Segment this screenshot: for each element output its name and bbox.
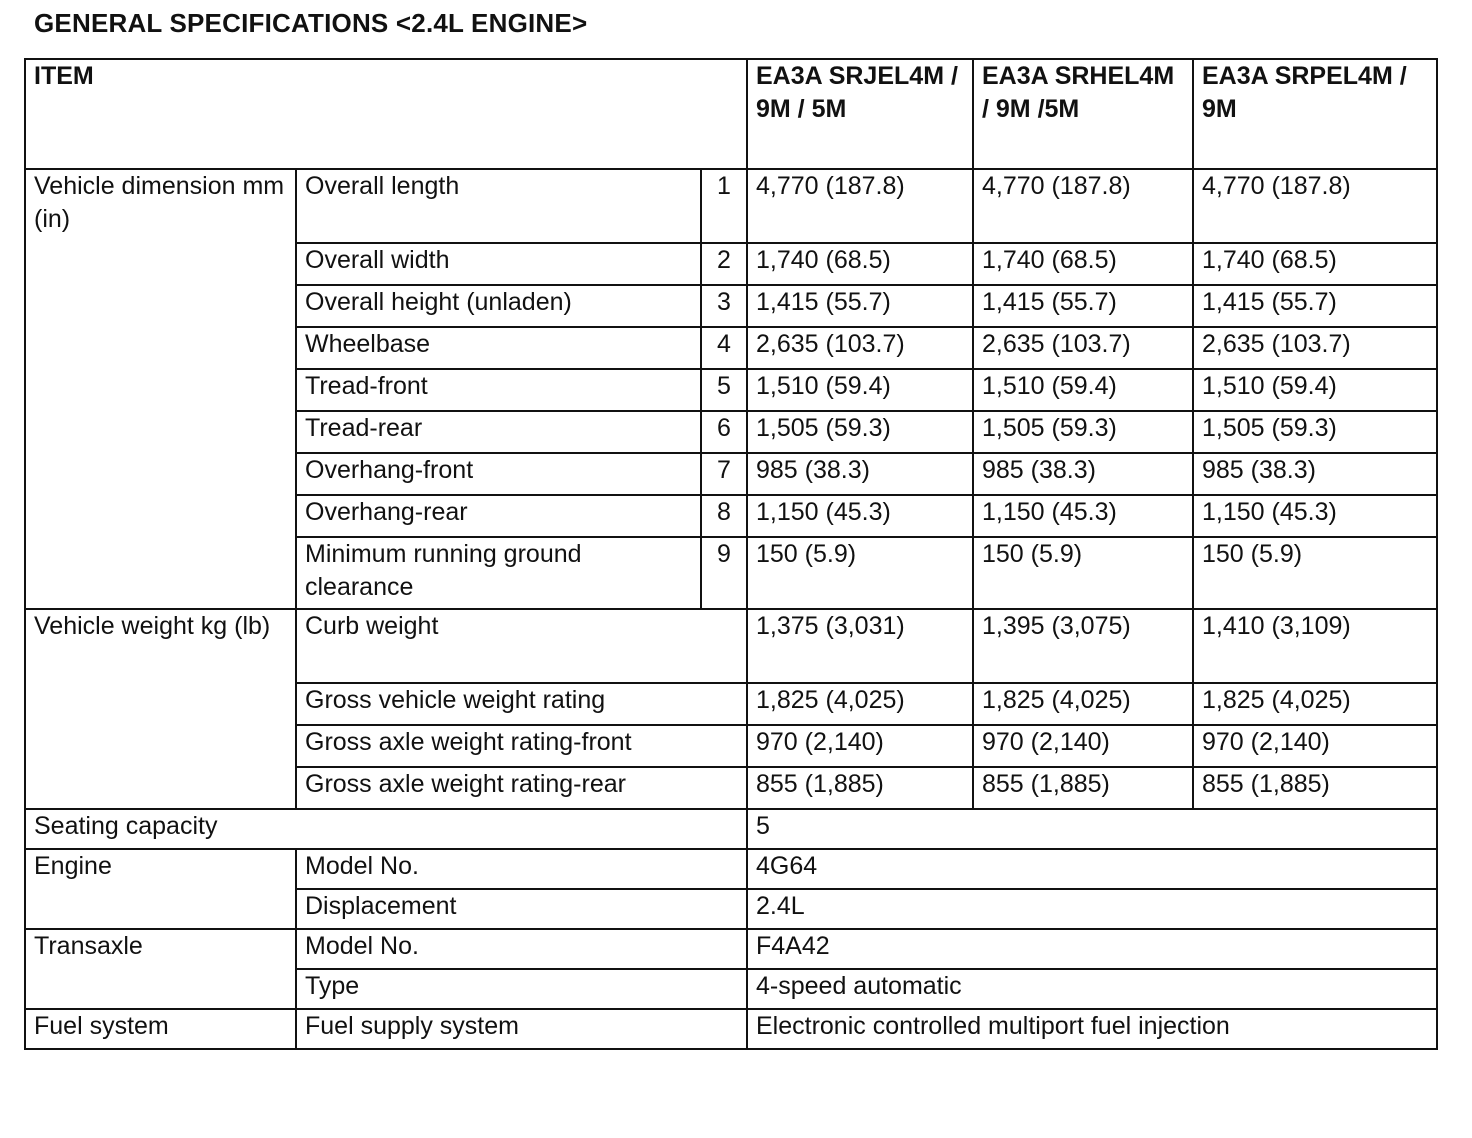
row-label: Model No. [296,849,747,889]
row-label: Overhang-front [296,453,701,495]
cell-value: 1,505 (59.3) [1193,411,1437,453]
row-label: Curb weight [296,609,747,683]
cell-value: 150 (5.9) [973,537,1193,609]
row-label: Gross vehicle weight rating [296,683,747,725]
spec-table-body [25,59,1437,1049]
table-row [25,849,1437,889]
cell-value: 4,770 (187.8) [747,169,973,243]
cell-value: 4,770 (187.8) [1193,169,1437,243]
row-label: Tread-rear [296,411,701,453]
row-label: Displacement [296,889,747,929]
cell-value: 1,825 (4,025) [1193,683,1437,725]
row-number: 5 [701,369,747,411]
cell-value: 1,415 (55.7) [747,285,973,327]
cell-value: 970 (2,140) [973,725,1193,767]
cell-value: 1,150 (45.3) [973,495,1193,537]
cell-value: 970 (2,140) [747,725,973,767]
cell-value: 1,375 (3,031) [747,609,973,683]
engine-group-label: Engine [25,849,296,929]
row-label: Fuel supply system [296,1009,747,1049]
cell-value: 5 [747,809,1437,849]
cell-value: 1,395 (3,075) [973,609,1193,683]
cell-value: 1,740 (68.5) [747,243,973,285]
cell-value: 1,415 (55.7) [973,285,1193,327]
cell-value: 4,770 (187.8) [973,169,1193,243]
row-label: Overall height (unladen) [296,285,701,327]
model-header-1: EA3A SRJEL4M / 9M / 5M [747,59,973,169]
row-label: Overhang-rear [296,495,701,537]
cell-value: 1,150 (45.3) [747,495,973,537]
row-label: Seating capacity [25,809,747,849]
row-label: Overall length [296,169,701,243]
cell-value: 1,825 (4,025) [747,683,973,725]
cell-value: 4G64 [747,849,1437,889]
cell-value: 1,740 (68.5) [973,243,1193,285]
row-label: Wheelbase [296,327,701,369]
cell-value: 1,410 (3,109) [1193,609,1437,683]
transaxle-group-label: Transaxle [25,929,296,1009]
row-number: 9 [701,537,747,609]
cell-value: Electronic controlled multiport fuel injection [747,1009,1437,1049]
cell-value: 985 (38.3) [1193,453,1437,495]
cell-value: 1,150 (45.3) [1193,495,1437,537]
row-number: 4 [701,327,747,369]
cell-value: 1,505 (59.3) [747,411,973,453]
row-label: Overall width [296,243,701,285]
cell-value: 2,635 (103.7) [747,327,973,369]
cell-value: 150 (5.9) [1193,537,1437,609]
cell-value: 2.4L [747,889,1437,929]
row-label: Type [296,969,747,1009]
table-row [25,609,1437,683]
row-number: 8 [701,495,747,537]
weight-group-label: Vehicle weight kg (lb) [25,609,296,809]
cell-value: 150 (5.9) [747,537,973,609]
cell-value: 855 (1,885) [747,767,973,809]
cell-value: 1,505 (59.3) [973,411,1193,453]
cell-value: 985 (38.3) [973,453,1193,495]
cell-value: 1,415 (55.7) [1193,285,1437,327]
table-row [25,1009,1437,1049]
table-row [25,169,1437,243]
row-number: 1 [701,169,747,243]
page-title: GENERAL SPECIFICATIONS <2.4L ENGINE> [34,8,588,38]
row-number: 7 [701,453,747,495]
table-row [25,929,1437,969]
row-number: 3 [701,285,747,327]
model-header-3: EA3A SRPEL4M / 9M [1193,59,1437,169]
row-label: Minimum running ground clearance [296,537,701,609]
cell-value: 1,825 (4,025) [973,683,1193,725]
cell-value: 1,510 (59.4) [973,369,1193,411]
cell-value: 1,510 (59.4) [747,369,973,411]
cell-value: 1,740 (68.5) [1193,243,1437,285]
row-label: Gross axle weight rating-front [296,725,747,767]
cell-value: 4-speed automatic [747,969,1437,1009]
row-label: Tread-front [296,369,701,411]
cell-value: F4A42 [747,929,1437,969]
cell-value: 855 (1,885) [973,767,1193,809]
fuel-group-label: Fuel system [25,1009,296,1049]
row-label: Model No. [296,929,747,969]
cell-value: 985 (38.3) [747,453,973,495]
spec-table [24,58,1438,1050]
cell-value: 1,510 (59.4) [1193,369,1437,411]
table-header-row [25,59,1437,169]
item-header: ITEM [25,59,747,169]
cell-value: 2,635 (103.7) [1193,327,1437,369]
cell-value: 2,635 (103.7) [973,327,1193,369]
table-row [25,809,1437,849]
model-header-2: EA3A SRHEL4M / 9M /5M [973,59,1193,169]
cell-value: 855 (1,885) [1193,767,1437,809]
cell-value: 970 (2,140) [1193,725,1437,767]
row-number: 2 [701,243,747,285]
row-label: Gross axle weight rating-rear [296,767,747,809]
row-number: 6 [701,411,747,453]
dimension-group-label: Vehicle dimension mm (in) [25,169,296,609]
